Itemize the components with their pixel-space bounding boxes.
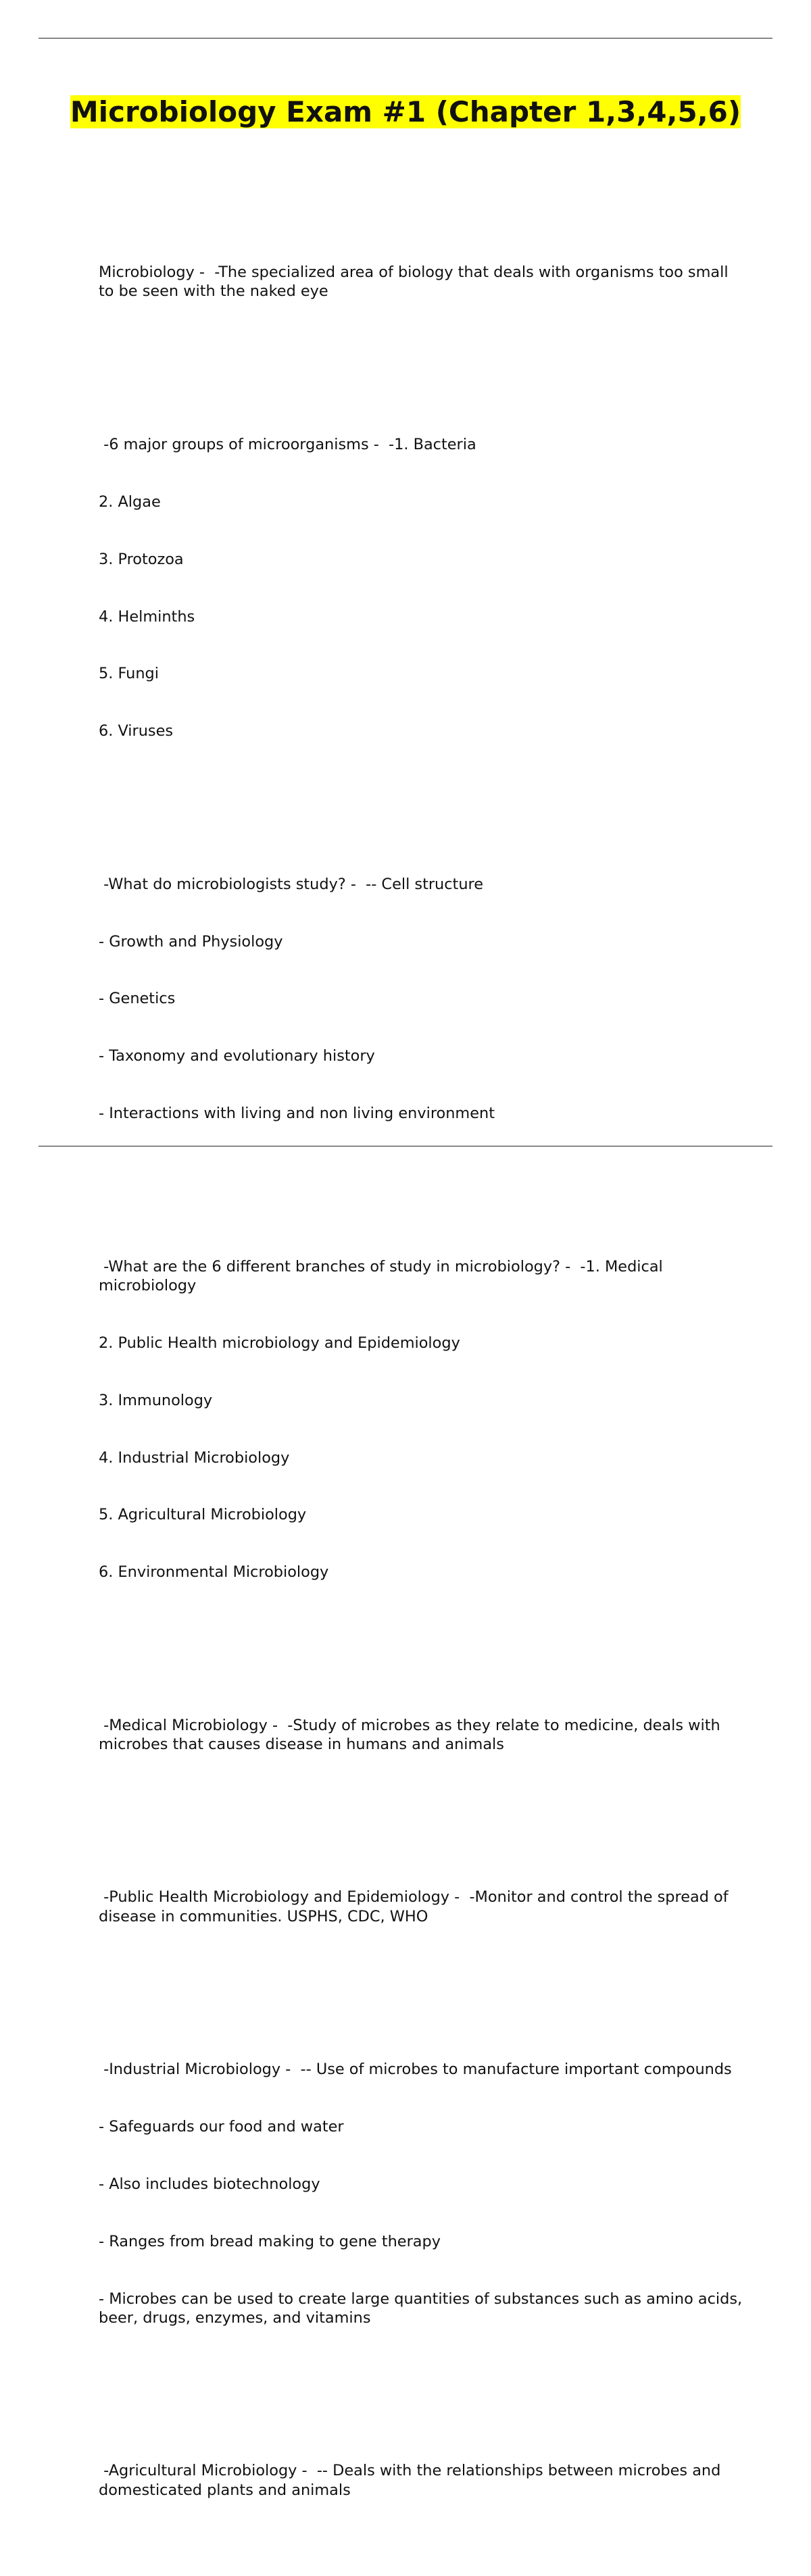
top-rule — [39, 38, 772, 39]
text-line: -Medical Microbiology - -Study of microbes as they relate to medicine, deals with microbes that causes disease in humans and animals — [99, 1716, 725, 1754]
list-item: - Also includes biotechnology — [99, 2175, 320, 2193]
text-line: -What are the 6 different branches of study in microbiology? - -1. Medical microbiology — [99, 1257, 668, 1294]
text-line: -Public Health Microbiology and Epidemiology - -Monitor and control the spread of disease in communities. USPHS, CDC, WHO — [99, 1888, 733, 1925]
list-item: 6. Viruses — [99, 722, 174, 740]
paragraph-medical-microbiology — [99, 1677, 744, 1792]
list-item: 5. Agricultural Microbiology — [99, 1506, 307, 1524]
page-title — [68, 93, 743, 131]
list-item: 6. Environmental Microbiology — [99, 1563, 329, 1582]
text-line: -What do microbiologists study? - -- Cell structure — [99, 875, 484, 893]
paragraph-microbiology — [99, 225, 744, 340]
paragraph-microbiologists-study — [99, 836, 744, 1161]
list-item: - Interactions with living and non living environment — [99, 1105, 495, 1123]
list-item: 4. Industrial Microbiology — [99, 1448, 290, 1467]
list-item: 2. Algae — [99, 493, 161, 511]
list-item: - Microbes can be used to create large quantities of substances such as amino acids, beer, drugs, enzymes, and vitamins — [99, 2290, 747, 2327]
text-line: -6 major groups of microorganisms - -1. Bacteria — [99, 435, 476, 453]
paragraph-agricultural-microbiology — [99, 2423, 744, 2538]
text-line: -Agricultural Microbiology - -- Deals with the relationships between microbes and domesticated plants and animals — [99, 2462, 726, 2499]
text-line: Microbiology - -The specialized area of biology that deals with organisms too small to be seen with the naked eye — [99, 263, 733, 301]
list-item: 2. Public Health microbiology and Epidemiology — [99, 1334, 460, 1352]
title-highlight: Microbiology Exam #1 (Chapter 1,3,4,5,6) — [70, 95, 741, 128]
paragraph-industrial-microbiology — [99, 2022, 747, 2366]
list-item: 3. Protozoa — [99, 550, 184, 568]
text-line: -Industrial Microbiology - -- Use of microbes to manufacture important compounds — [99, 2061, 732, 2079]
list-item: 5. Fungi — [99, 665, 159, 683]
list-item: - Taxonomy and evolutionary history — [99, 1047, 375, 1065]
list-item: - Ranges from bread making to gene therapy — [99, 2232, 441, 2250]
list-item: 3. Immunology — [99, 1391, 213, 1409]
paragraph-branches-of-study — [99, 1219, 744, 1620]
list-item: 4. Helminths — [99, 607, 195, 626]
document-body — [99, 186, 747, 2576]
paragraph-microorganism-groups — [99, 397, 744, 779]
list-item: - Genetics — [99, 990, 176, 1008]
list-item: - Safeguards our food and water — [99, 2117, 344, 2136]
list-item: - Growth and Physiology — [99, 932, 283, 951]
paragraph-public-health — [99, 1850, 744, 1965]
